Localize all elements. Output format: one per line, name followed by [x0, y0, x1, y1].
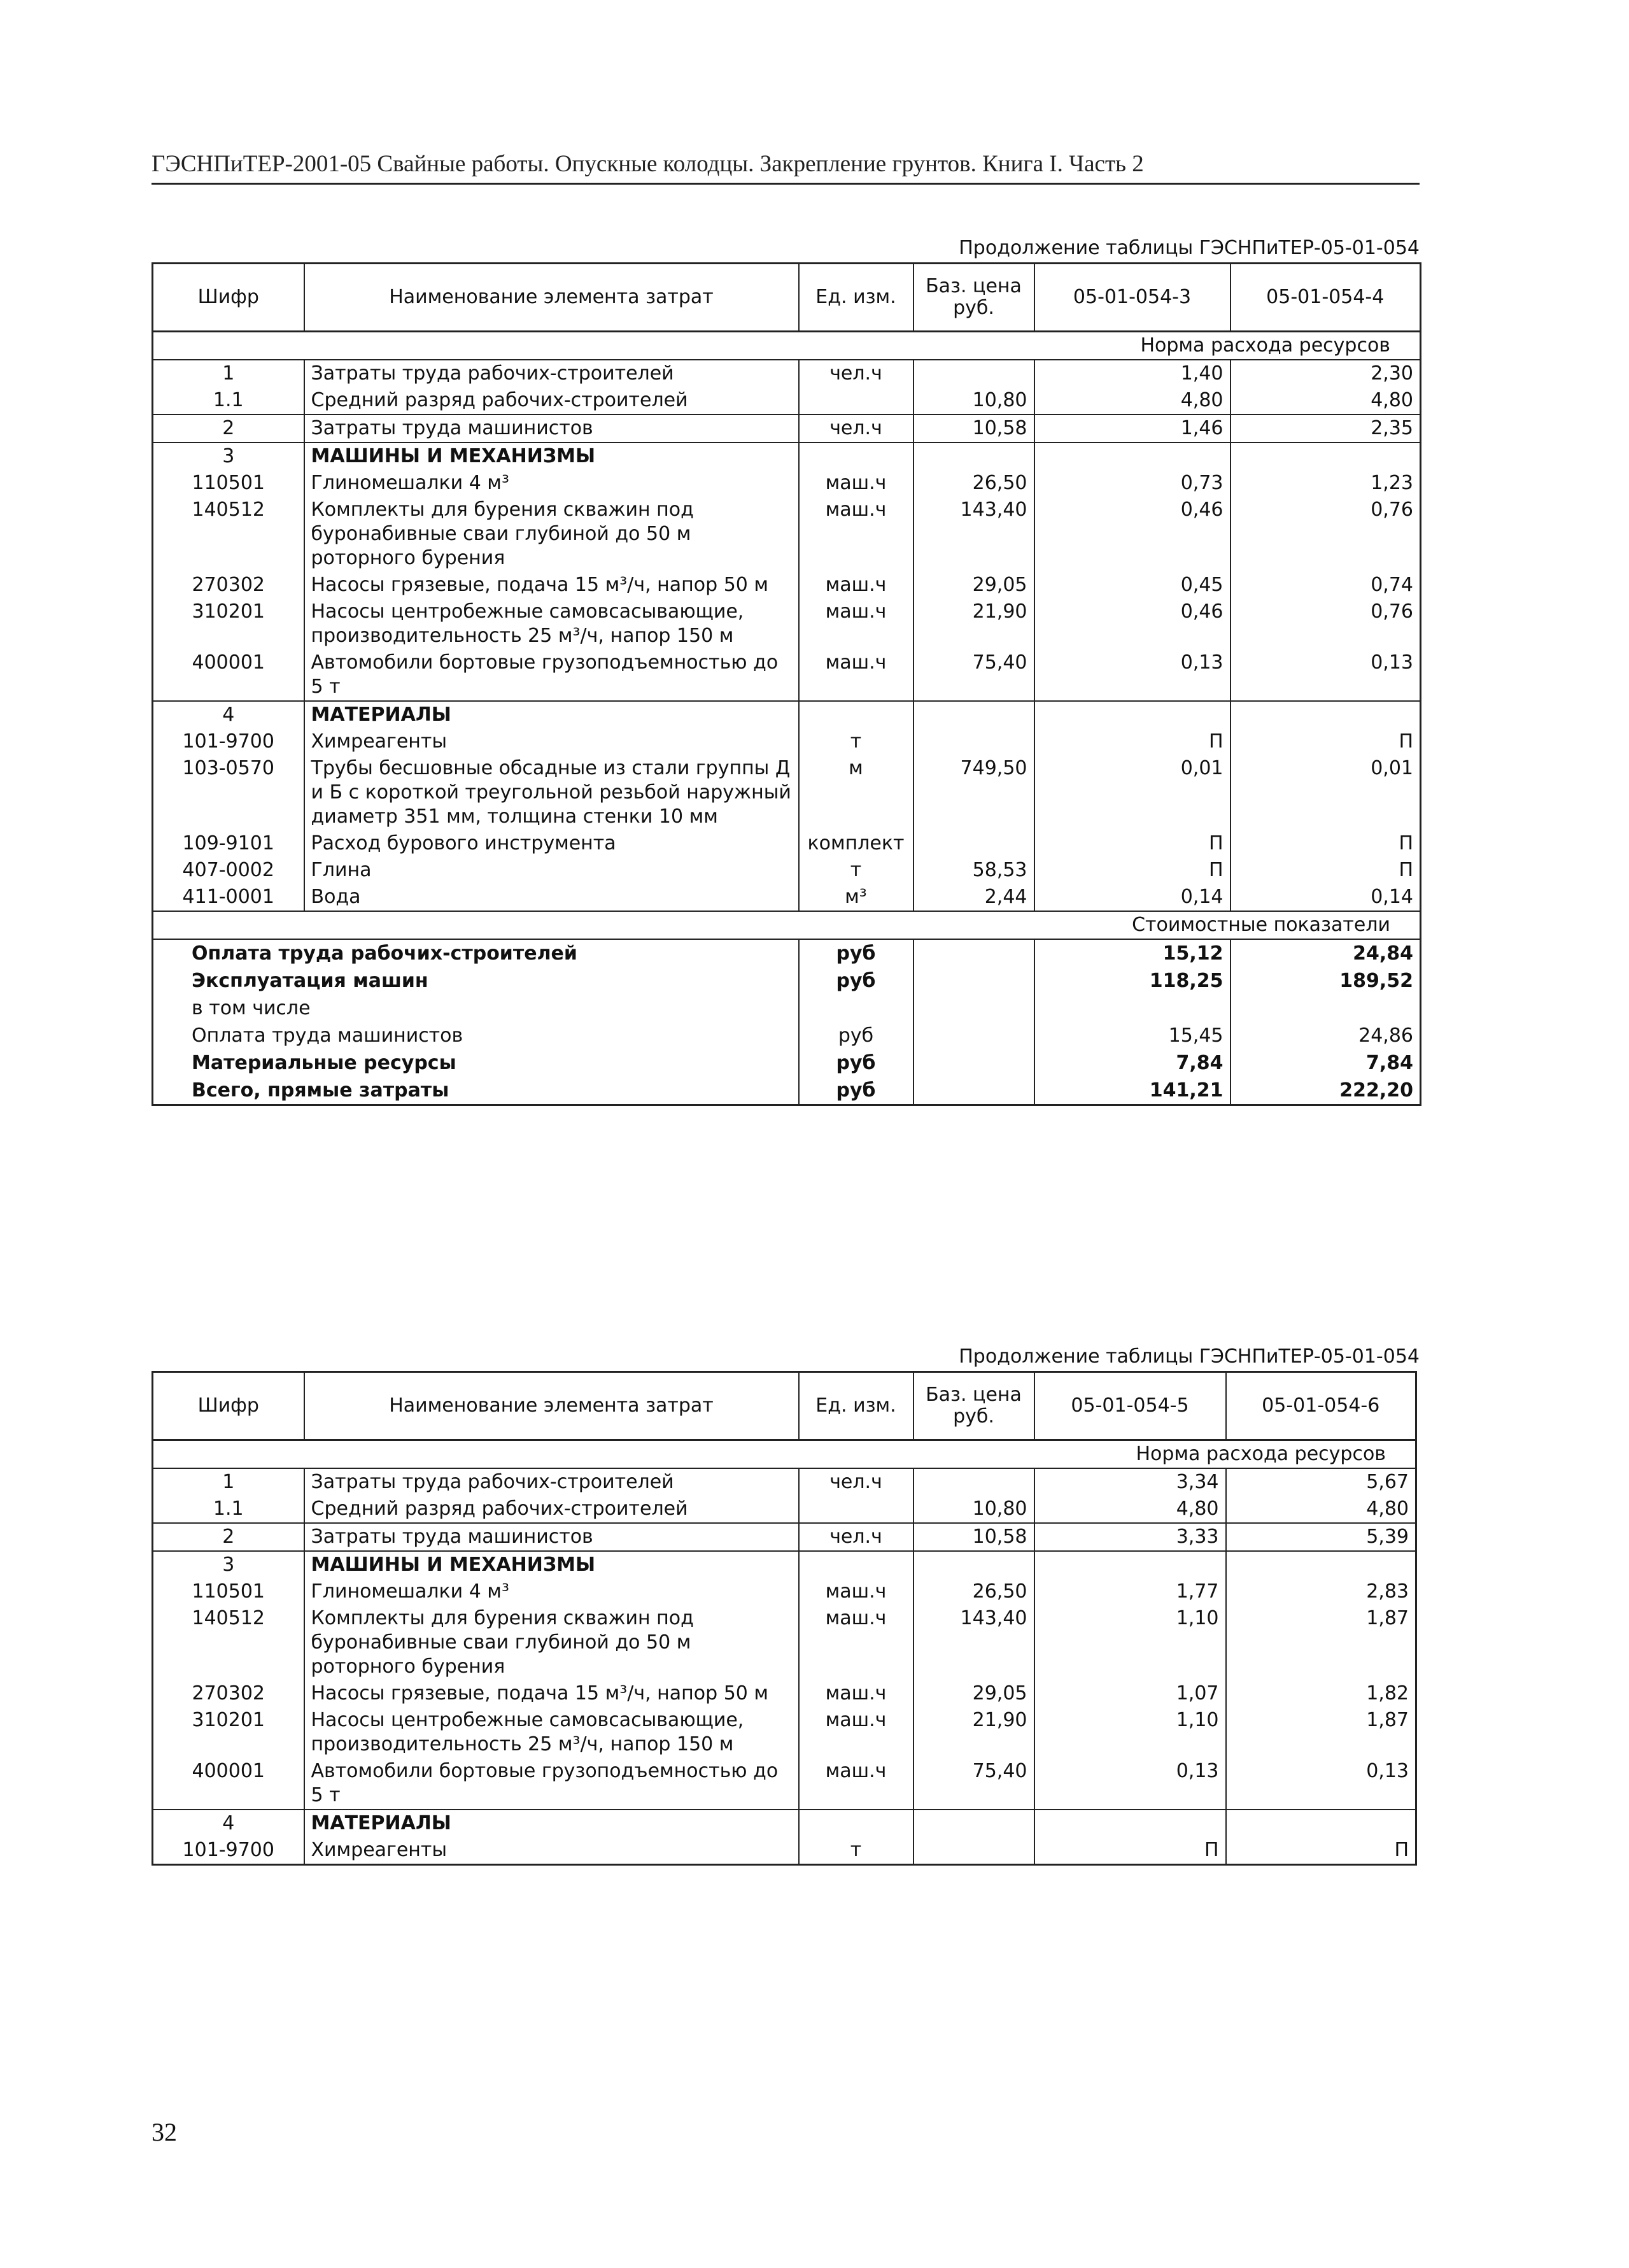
table2-caption: Продолжение таблицы ГЭСНПиТЕР-05-01-054 [959, 1345, 1420, 1368]
row-name: Химреагенты [304, 1837, 799, 1865]
row-code: 101-9700 [182, 730, 274, 753]
row-price [913, 830, 1034, 857]
norm-label: Норма расхода ресурсов [153, 332, 1421, 360]
resource-table-2 [152, 1371, 1417, 1866]
row-price: 143,40 [913, 497, 1034, 572]
norm-band [153, 332, 1421, 360]
row-value-a [1034, 701, 1231, 728]
cost-band [153, 911, 1421, 939]
resource-table-1 [152, 262, 1421, 1106]
row-price [913, 1837, 1034, 1865]
table-row [153, 360, 1421, 387]
table-row [153, 470, 1421, 497]
row-value-a [1034, 1551, 1226, 1578]
table-row [153, 1496, 1416, 1523]
row-value-b: 0,13 [1231, 649, 1421, 701]
table-row [153, 884, 1421, 911]
row-value-a: 3,33 [1034, 1523, 1226, 1551]
row-value-a: 0,14 [1034, 884, 1231, 911]
row-value-a: 4,80 [1034, 387, 1231, 415]
col-unit-header: Ед. изм. [799, 264, 913, 332]
cost-value-a: 118,25 [1034, 967, 1231, 995]
row-unit: маш.ч [799, 497, 913, 572]
row-name: Комплекты для бурения скважин под буронабивные сваи глубиной до 50 м роторного бурения [304, 1605, 799, 1680]
cost-row [153, 939, 1421, 967]
row-code: 2 [153, 415, 304, 443]
table-row [153, 387, 1421, 415]
row-name: МАШИНЫ И МЕХАНИЗМЫ [304, 1551, 799, 1578]
cost-value-b: 222,20 [1231, 1077, 1421, 1105]
col-unit-header: Ед. изм. [799, 1372, 913, 1440]
table-row [153, 857, 1421, 884]
row-name: Насосы грязевые, подача 15 м³/ч, напор 50 м [304, 1680, 799, 1707]
row-name: МАШИНЫ И МЕХАНИЗМЫ [304, 443, 799, 470]
table-row [153, 830, 1421, 857]
row-price: 29,05 [913, 572, 1034, 599]
row-value-a: 0,13 [1034, 649, 1231, 701]
row-name: Трубы бесшовные обсадные из стали группы Д и Б с короткой треугольной резьбой наружный диаметр 351 мм, толщина стенки 10 мм [304, 755, 799, 830]
row-value-a: 1,77 [1034, 1578, 1226, 1605]
row-unit: маш.ч [799, 1680, 913, 1707]
row-unit: комплект [799, 830, 913, 857]
cost-label: Стоимостные показатели [153, 911, 1421, 939]
row-value-b: П [1231, 728, 1421, 755]
row-code: 4 [153, 1810, 304, 1837]
row-value-b: 1,82 [1226, 1680, 1416, 1707]
table-row [153, 701, 1421, 728]
table-row [153, 755, 1421, 830]
row-unit: маш.ч [799, 1758, 913, 1810]
cost-value-b: 189,52 [1231, 967, 1421, 995]
row-price: 26,50 [913, 470, 1034, 497]
row-value-a: 0,45 [1034, 572, 1231, 599]
cost-unit: руб [799, 967, 913, 995]
row-unit: маш.ч [799, 599, 913, 649]
row-value-a: П [1034, 728, 1231, 755]
row-name: Автомобили бортовые грузоподъемностью до 5 т [304, 649, 799, 701]
cost-value-b [1231, 995, 1421, 1022]
row-code: 110501 [192, 1580, 265, 1603]
row-code: 400001 [192, 1760, 265, 1782]
row-price: 21,90 [913, 1707, 1034, 1758]
row-price: 10,80 [913, 1496, 1034, 1523]
table-row [153, 443, 1421, 470]
table-row [153, 1758, 1416, 1810]
row-code: 103-0570 [182, 757, 274, 779]
row-value-a: П [1034, 830, 1231, 857]
row-code: 101-9700 [182, 1839, 274, 1861]
row-value-b: 0,74 [1231, 572, 1421, 599]
row-value-b: 0,76 [1231, 599, 1421, 649]
row-unit: т [799, 728, 913, 755]
cost-value-a: 7,84 [1034, 1049, 1231, 1077]
table-row [153, 415, 1421, 443]
cost-value-b: 24,86 [1231, 1022, 1421, 1049]
row-unit: маш.ч [799, 649, 913, 701]
row-value-b: 4,80 [1231, 387, 1421, 415]
row-name: Затраты труда машинистов [304, 415, 799, 443]
col-price-header: Баз. цена руб. [913, 1372, 1034, 1440]
row-code: 1.1 [213, 389, 244, 411]
table-row [153, 497, 1421, 572]
row-value-a: 1,10 [1034, 1605, 1226, 1680]
cost-label-cell: Эксплуатация машин [192, 970, 428, 992]
row-value-a: 3,34 [1034, 1468, 1226, 1496]
row-name: МАТЕРИАЛЫ [304, 701, 799, 728]
col-code-header: Шифр [153, 264, 304, 332]
table-row [153, 649, 1421, 701]
row-unit: т [799, 1837, 913, 1865]
row-price: 749,50 [913, 755, 1034, 830]
col-b-header: 05-01-054-4 [1231, 264, 1421, 332]
cost-label-cell: Оплата труда рабочих-строителей [192, 942, 577, 965]
cost-price-empty [913, 1077, 1034, 1105]
table-row [153, 1551, 1416, 1578]
col-a-header: 05-01-054-5 [1034, 1372, 1226, 1440]
row-unit [799, 1496, 913, 1523]
row-name: Автомобили бортовые грузоподъемностью до 5 т [304, 1758, 799, 1810]
cost-unit: руб [799, 939, 913, 967]
row-unit: маш.ч [799, 572, 913, 599]
cost-value-a: 15,12 [1034, 939, 1231, 967]
row-code: 140512 [192, 499, 265, 521]
table-row [153, 1605, 1416, 1680]
row-value-a: 1,07 [1034, 1680, 1226, 1707]
row-name: Глина [304, 857, 799, 884]
row-value-b: П [1231, 857, 1421, 884]
row-price: 2,44 [913, 884, 1034, 911]
running-header: ГЭСНПиТЕР-2001-05 Свайные работы. Опускные колодцы. Закрепление грунтов. Книга I. Часть 2 [152, 150, 1420, 185]
cost-unit: руб [799, 1049, 913, 1077]
row-price [913, 360, 1034, 387]
row-code: 270302 [192, 574, 265, 596]
row-price: 10,80 [913, 387, 1034, 415]
row-value-a: П [1034, 1837, 1226, 1865]
row-code: 110501 [192, 472, 265, 494]
row-code: 310201 [192, 1709, 265, 1731]
cost-row [153, 995, 1421, 1022]
cost-price-empty [913, 939, 1034, 967]
row-value-b [1231, 701, 1421, 728]
cost-value-a [1034, 995, 1231, 1022]
row-value-a: 0,01 [1034, 755, 1231, 830]
row-value-b [1231, 443, 1421, 470]
table-row [153, 1468, 1416, 1496]
row-unit [799, 701, 913, 728]
cost-price-empty [913, 995, 1034, 1022]
row-code: 1.1 [213, 1498, 244, 1520]
row-unit [799, 387, 913, 415]
row-code: 310201 [192, 600, 265, 623]
row-name: Затраты труда рабочих-строителей [304, 360, 799, 387]
cost-value-a: 141,21 [1034, 1077, 1231, 1105]
row-value-b [1226, 1551, 1416, 1578]
row-name: Комплекты для бурения скважин под буронабивные сваи глубиной до 50 м роторного бурения [304, 497, 799, 572]
row-unit [799, 1810, 913, 1837]
row-value-b: 4,80 [1226, 1496, 1416, 1523]
norm-label: Норма расхода ресурсов [153, 1440, 1416, 1469]
col-name-header: Наименование элемента затрат [304, 264, 799, 332]
row-code: 1 [222, 362, 235, 385]
cost-row [153, 967, 1421, 995]
cost-unit: руб [799, 1077, 913, 1105]
row-value-a: П [1034, 857, 1231, 884]
row-value-b: 1,87 [1226, 1605, 1416, 1680]
cost-price-empty [913, 1022, 1034, 1049]
row-price [913, 1810, 1034, 1837]
row-code: 2 [153, 1523, 304, 1551]
table-row [153, 1810, 1416, 1837]
table-header-row [153, 1372, 1416, 1440]
row-value-b: 2,30 [1231, 360, 1421, 387]
cost-label-cell: Материальные ресурсы [192, 1052, 456, 1074]
row-price: 21,90 [913, 599, 1034, 649]
row-value-b: 2,35 [1231, 415, 1421, 443]
row-unit: маш.ч [799, 470, 913, 497]
row-value-b: П [1226, 1837, 1416, 1865]
row-name: Насосы центробежные самовсасывающие, производительность 25 м³/ч, напор 150 м [304, 1707, 799, 1758]
row-name: Затраты труда машинистов [304, 1523, 799, 1551]
row-name: Средний разряд рабочих-строителей [304, 387, 799, 415]
cost-value-b: 24,84 [1231, 939, 1421, 967]
row-name: Затраты труда рабочих-строителей [304, 1468, 799, 1496]
table-row [153, 1837, 1416, 1865]
row-value-b: П [1231, 830, 1421, 857]
row-code: 1 [222, 1471, 235, 1493]
row-value-b: 5,39 [1226, 1523, 1416, 1551]
row-name: Расход бурового инструмента [304, 830, 799, 857]
row-price [913, 1551, 1034, 1578]
table-row [153, 728, 1421, 755]
cost-label-cell: Оплата труда машинистов [192, 1024, 463, 1047]
col-a-header: 05-01-054-3 [1034, 264, 1231, 332]
row-unit [799, 1551, 913, 1578]
row-unit: чел.ч [799, 360, 913, 387]
row-unit: маш.ч [799, 1707, 913, 1758]
row-value-b: 1,87 [1226, 1707, 1416, 1758]
row-value-a [1034, 1810, 1226, 1837]
cost-price-empty [913, 1049, 1034, 1077]
row-unit: м³ [799, 884, 913, 911]
cost-row [153, 1022, 1421, 1049]
row-price: 75,40 [913, 1758, 1034, 1810]
row-value-b: 0,76 [1231, 497, 1421, 572]
row-price: 10,58 [913, 415, 1034, 443]
cost-row [153, 1049, 1421, 1077]
row-code: 3 [153, 443, 304, 470]
row-code: 411-0001 [182, 886, 274, 908]
col-b-header: 05-01-054-6 [1226, 1372, 1416, 1440]
cost-row [153, 1077, 1421, 1105]
cost-value-b: 7,84 [1231, 1049, 1421, 1077]
row-value-a [1034, 443, 1231, 470]
row-value-b [1226, 1810, 1416, 1837]
row-price: 29,05 [913, 1680, 1034, 1707]
row-name: Химреагенты [304, 728, 799, 755]
row-value-a: 0,46 [1034, 599, 1231, 649]
row-unit: маш.ч [799, 1578, 913, 1605]
row-unit: м [799, 755, 913, 830]
row-unit: чел.ч [799, 1523, 913, 1551]
row-code: 4 [153, 701, 304, 728]
col-name-header: Наименование элемента затрат [304, 1372, 799, 1440]
row-value-b: 2,83 [1226, 1578, 1416, 1605]
row-value-a: 0,13 [1034, 1758, 1226, 1810]
norm-band [153, 1440, 1416, 1469]
row-unit: чел.ч [799, 415, 913, 443]
row-name: Глиномешалки 4 м³ [304, 470, 799, 497]
row-value-a: 0,46 [1034, 497, 1231, 572]
row-value-a: 4,80 [1034, 1496, 1226, 1523]
table-row [153, 1680, 1416, 1707]
row-unit: маш.ч [799, 1605, 913, 1680]
row-unit [799, 443, 913, 470]
table1-caption: Продолжение таблицы ГЭСНПиТЕР-05-01-054 [959, 237, 1420, 259]
row-value-a: 0,73 [1034, 470, 1231, 497]
row-name: Насосы грязевые, подача 15 м³/ч, напор 50 м [304, 572, 799, 599]
row-price: 26,50 [913, 1578, 1034, 1605]
row-value-a: 1,46 [1034, 415, 1231, 443]
table-row [153, 1578, 1416, 1605]
row-value-b: 0,13 [1226, 1758, 1416, 1810]
row-price [913, 728, 1034, 755]
row-value-b: 0,14 [1231, 884, 1421, 911]
table-row [153, 599, 1421, 649]
row-name: Насосы центробежные самовсасывающие, производительность 25 м³/ч, напор 150 м [304, 599, 799, 649]
table-row [153, 1523, 1416, 1551]
row-price: 143,40 [913, 1605, 1034, 1680]
col-code-header: Шифр [153, 1372, 304, 1440]
row-code: 407-0002 [182, 859, 274, 881]
row-value-b: 0,01 [1231, 755, 1421, 830]
row-code: 400001 [192, 651, 265, 674]
row-value-a: 1,10 [1034, 1707, 1226, 1758]
row-unit: чел.ч [799, 1468, 913, 1496]
row-code: 3 [153, 1551, 304, 1578]
row-price [913, 701, 1034, 728]
row-code: 140512 [192, 1607, 265, 1629]
row-price [913, 443, 1034, 470]
table-row [153, 572, 1421, 599]
row-price: 75,40 [913, 649, 1034, 701]
cost-label-cell: Всего, прямые затраты [192, 1079, 449, 1102]
row-code: 270302 [192, 1682, 265, 1705]
row-name: Средний разряд рабочих-строителей [304, 1496, 799, 1523]
cost-value-a: 15,45 [1034, 1022, 1231, 1049]
page-number: 32 [152, 2118, 177, 2146]
row-price: 10,58 [913, 1523, 1034, 1551]
row-value-a: 1,40 [1034, 360, 1231, 387]
row-price: 58,53 [913, 857, 1034, 884]
row-code: 109-9101 [182, 832, 274, 854]
row-price [913, 1468, 1034, 1496]
cost-price-empty [913, 967, 1034, 995]
table-header-row [153, 264, 1421, 332]
row-unit: т [799, 857, 913, 884]
cost-unit: руб [799, 1022, 913, 1049]
cost-unit [799, 995, 913, 1022]
row-name: Глиномешалки 4 м³ [304, 1578, 799, 1605]
row-name: МАТЕРИАЛЫ [304, 1810, 799, 1837]
table-row [153, 1707, 1416, 1758]
col-price-header: Баз. цена руб. [913, 264, 1034, 332]
row-value-b: 5,67 [1226, 1468, 1416, 1496]
row-name: Вода [304, 884, 799, 911]
row-value-b: 1,23 [1231, 470, 1421, 497]
cost-label-cell: в том числе [192, 997, 311, 1019]
